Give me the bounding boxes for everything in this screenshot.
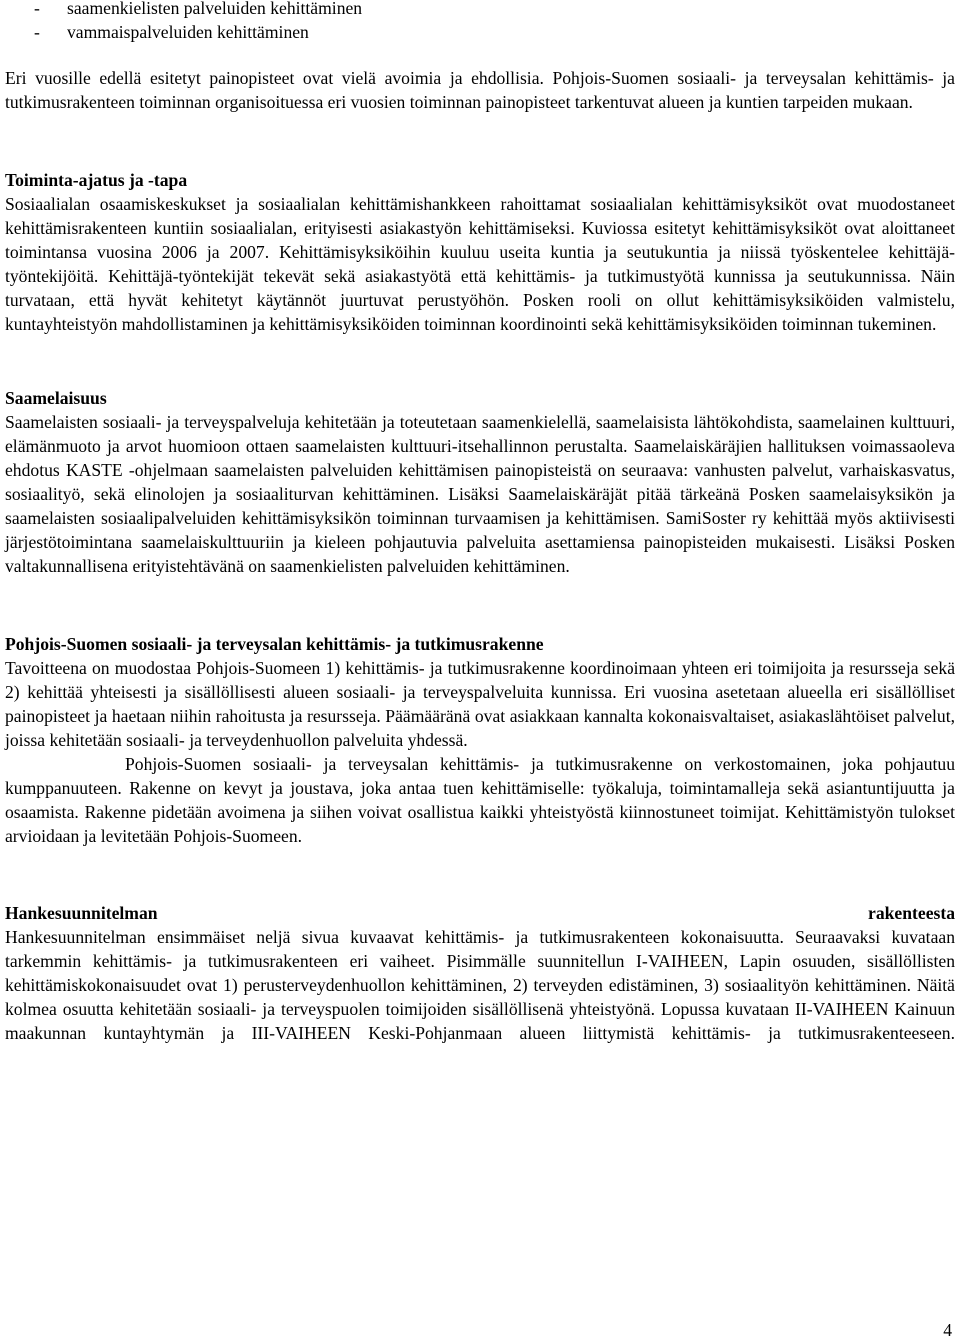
list-item [34,0,362,20]
section-body: Saamelaisten sosiaali- ja terveyspalveluja kehitetään ja toteutetaan saamenkielellä, saamelaisista lähtökohdista, saamelainen kulttuuri, elämänmuoto ja arvot huomioon ottaen saamelaisten kulttuuri-itsehallinnon perustalta. Saamelaiskäräjien hallituksen voimassaoleva ehdotus KASTE -ohjelmaan saamelaisten palveluiden kehittämisen painopisteistä on seuraava: vanhusten palvelut, varhaiskasvatus, sosiaalityö, sekä elinolojen ja sosiaaliturvan kehittäminen. Lisäksi Saamelaiskäräjät pitää tärkeänä Posken saamelaisyksikön ja saamelaisten sosiaalipalveluiden kehittämisyksikön toiminnan turvaamisen ja kehittämisen. SamiSoster ry kehittää myös aktiivisesti järjestötoimintana saamelaiskulttuuriin ja kieleen pohjautuvia palveluita asettamiensa painopisteiden mukaisesti. Lisäksi Posken valtakunnallisena erityistehtävänä on saamenkielisten palveluiden kehittäminen. [5,412,955,576]
section-hanke [5,901,955,1045]
intro-paragraph [5,66,955,114]
bullet-list [34,0,362,44]
page-number: 4 [943,1320,952,1340]
list-item-text: saamenkielisten palveluiden kehittäminen [67,0,363,18]
section-heading: Toiminta-ajatus ja -tapa [5,170,188,190]
section-heading: Saamelaisuus [5,388,107,408]
bullet-dash: - [34,0,40,18]
bullet-dash: - [34,22,40,42]
section-heading: Pohjois-Suomen sosiaali- ja terveysalan kehittämis- ja tutkimusrakenne [5,634,544,654]
section-heading: Hankesuunnitelman rakenteesta [5,903,955,923]
section-body: Tavoitteena on muodostaa Pohjois-Suomeen 1) kehittämis- ja tutkimusrakenne koordinoimaan yhteen eri toimijoita ja resursseja sekä 2) kehittää yhteisesti ja sisällöllisesti alueen sosiaali- ja terveyspalveluita kunnissa. Eri vuosina asetetaan alueella eri sisällölliset painopisteet ja haetaan niihin rahoitusta ja resursseja. Päämääränä ovat asiakkaan kannalta kokonaisvaltaiset, asiakaslähtöiset palvelut, joissa kehitetään sosiaali- ja terveydenhuollon palveluita yhdessä. [5,658,955,750]
section-toiminta [5,168,955,336]
list-item-text: vammaispalveluiden kehittäminen [67,22,309,42]
section-rakenne [5,632,955,848]
list-item [34,20,362,44]
section-body: Sosiaalialan osaamiskeskukset ja sosiaalialan kehittämishankkeen rahoittamat sosiaalialan kehittämisyksiköt ovat muodostaneet kehittämisrakenteen kuntiin sosiaalialan, erityisesti asiakastyön kehittämiseksi. Kuviossa esitetyt kehittämisyksiköt ovat aloittaneet toimintansa vuosina 2006 ja 2007. Kehittämisyksiköihin kuuluu useita kuntia ja seutukuntia ja niissä työskentelee kehittäjä-työntekijöitä. Kehittäjä-työntekijät tekevät sekä asiakastyötä että kehittämis- ja tutkimustyötä kunnissa ja seutukunnissa. Näin turvataan, että hyvät kehitetyt käytännöt juurtuvat perustyöhön. Posken rooli on ollut kehittämisyksiköiden valmistelu, kuntayhteistyön mahdollistaminen ja kehittämisyksiköiden toiminnan koordinointi sekä kehittämisyksiköiden toiminnan tukeminen. [5,194,955,334]
section-saamelaisuus [5,386,955,578]
section-body: Pohjois-Suomen sosiaali- ja terveysalan kehittämis- ja tutkimusrakenne on verkostomainen, joka pohjautuu kumppanuuteen. Rakenne on kevyt ja joustava, joka antaa tuen kehittämiselle: työkaluja, toimintamalleja sekä asiantuntijuutta ja osaamista. Rakenne pidetään avoimena ja siihen voivat osallistua kaikki yhteistyöstä kiinnostuneet toimijat. Kehittämistyön tulokset arvioidaan ja levitetään Pohjois-Suomeen. [5,754,955,846]
intro-text: Eri vuosille edellä esitetyt painopisteet ovat vielä avoimia ja ehdollisia. Pohjois-Suomen sosiaali- ja terveysalan kehittämis- ja tutkimusrakenteen toiminnan organisoituessa eri vuosien toiminnan painopisteet tarkentuvat alueen ja kuntien tarpeiden mukaan. [5,68,955,112]
section-body: Hankesuunnitelman ensimmäiset neljä sivua kuvaavat kehittämis- ja tutkimusrakenteen kokonaisuutta. Seuraavaksi kuvataan tarkemmin kehittämis- ja tutkimusrakenteen eri vaiheet. Pisimmälle suunnitellun I-VAIHEEN, Lapin osuuden, sisällöllisten kehittämiskokonaisuudet ovat 1) perusterveydenhuollon kehittäminen, 2) terveyden edistäminen, 3) sosiaalityön kehittäminen. Näitä kolmea osuutta kehitetään sosiaali- ja terveyspuolen toimijoiden sisällöllisenä yhteistyönä. Lopussa kuvataan II-VAIHEEN Kainuun maakunnan kuntayhtymän ja III-VAIHEEN Keski-Pohjanmaan alueen liittymistä kehittämis- ja tutkimusrakenteeseen. [5,927,955,1043]
